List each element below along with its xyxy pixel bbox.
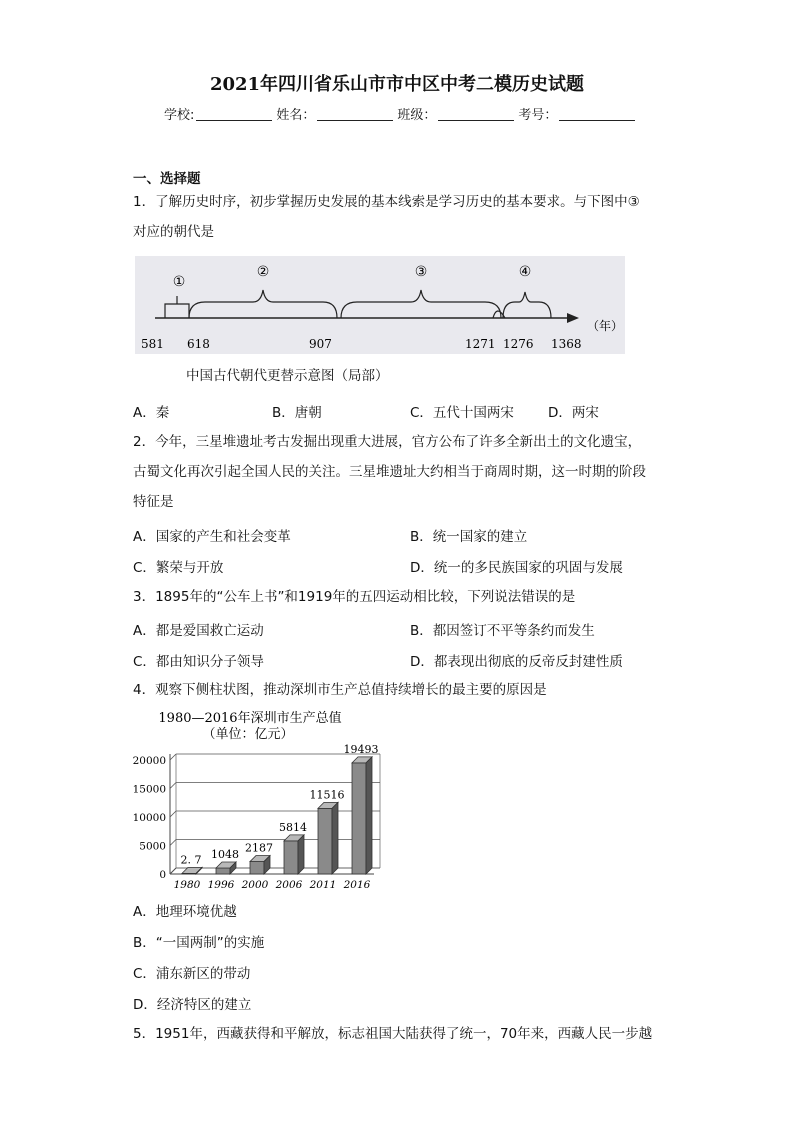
x-tick-label: 1996 [207,879,235,891]
timeline-year-1271: 1271 [465,337,496,351]
timeline-unit: （年） [587,319,624,333]
chart-bar [216,868,230,874]
y-tick-label: 15000 [132,783,166,796]
q2-line3: 特征是 [133,494,174,510]
x-tick-label: 2011 [309,879,337,891]
timeline-marker-2: ② [256,264,270,280]
gdp-chart-svg [130,706,390,892]
chart-data-label: 1048 [211,848,239,862]
student-info-row [164,104,639,123]
timeline-marker-4: ④ [518,264,532,280]
q1-option-a[interactable]: A．秦 [133,405,170,421]
chart-data-label: 2. 7 [180,853,202,867]
y-tick-label: 0 [159,869,166,881]
field-class-blank[interactable] [438,107,514,121]
y-gridline-diag [170,811,176,817]
timeline-marker-1: ① [172,274,186,290]
y-tick-label: 10000 [132,812,166,824]
timeline-year-907: 907 [309,337,332,351]
q3-option-c[interactable]: C．都由知识分子领导 [133,654,264,670]
chart-data-label: 5814 [279,820,307,834]
section-title: 一、选择题 [133,171,201,187]
brace-3 [341,290,501,318]
x-tick-label: 2006 [275,879,303,891]
chart-bar [318,808,332,874]
q2-line1: 2．今年，三星堆遗址考古发掘出现重大进展，官方公布了许多全新出土的文化遗宝， [133,434,642,450]
timeline-marker-3: ③ [414,264,428,280]
q1-option-c[interactable]: C．五代十国两宋 [410,405,514,421]
chart-data-label: 11516 [309,788,345,802]
q4-option-b[interactable]: B．“一国两制”的实施 [133,935,265,951]
x-tick-label: 2000 [241,879,269,891]
timeline-year-1276: 1276 [503,337,534,351]
q2-option-b[interactable]: B．统一国家的建立 [410,529,528,545]
q3-option-a[interactable]: A．都是爱国救亡运动 [133,623,264,639]
y-tick-label: 20000 [132,755,166,767]
x-tick-label: 2016 [343,879,371,891]
q4-line1: 4．观察下侧柱状图，推动深圳市生产总值持续增长的最主要的原因是 [133,682,547,698]
field-name-label: 姓名： [276,108,316,123]
q4-option-c[interactable]: C．浦东新区的带动 [133,966,251,982]
brace-1 [165,296,189,318]
field-school-label: 学校: [164,108,195,123]
q1-option-d[interactable]: D．两宋 [548,405,599,421]
q1-line2: 对应的朝代是 [133,224,214,240]
q2-option-c[interactable]: C．繁荣与开放 [133,560,224,576]
chart-title: 1980—2016年深圳市生产总值 [158,711,342,726]
chart-bar-side [298,835,304,874]
timeline-year-618: 618 [187,337,210,351]
x-tick-label: 1980 [173,879,201,891]
timeline-arrow [567,313,579,323]
gdp-bar-chart [130,706,390,892]
chart-bar [250,862,264,874]
timeline-year-1368: 1368 [551,337,582,351]
field-school-blank[interactable] [196,107,272,121]
q1-figure-caption: 中国古代朝代更替示意图（局部） [186,368,389,384]
field-name-blank[interactable] [317,107,393,121]
q2-option-d[interactable]: D．统一的多民族国家的巩固与发展 [410,560,623,576]
q2-option-a[interactable]: A．国家的产生和社会变革 [133,529,291,545]
chart-bar-side [332,802,338,874]
q1-option-b[interactable]: B．唐朝 [272,405,322,421]
chart-bar [352,763,366,874]
timeline-svg [135,256,625,354]
q3-option-b[interactable]: B．都因签订不平等条约而发生 [410,623,595,639]
brace-4 [503,292,551,318]
field-number-blank[interactable] [559,107,635,121]
y-gridline-diag [170,868,176,874]
field-number-label: 考号： [518,108,558,123]
q2-line2: 古蜀文化再次引起全国人民的关注。三星堆遗址大约相当于商周时期，这一时期的阶段 [133,464,646,480]
q4-option-a[interactable]: A．地理环境优越 [133,904,237,920]
dynasty-timeline-figure [135,256,625,354]
chart-data-label: 19493 [343,742,379,756]
chart-data-label: 2187 [245,841,273,855]
q3-line1: 3．1895年的“公车上书”和1919年的五四运动相比较，下列说法错误的是 [133,589,576,605]
field-class-label: 班级： [397,108,437,123]
brace-2 [189,290,337,318]
chart-bar [284,841,298,874]
y-gridline-diag [170,783,176,789]
y-tick-label: 5000 [139,840,166,853]
page-title: 2021年四川省乐山市市中区中考二模历史试题 [209,74,585,95]
q3-option-d[interactable]: D．都表现出彻底的反帝反封建性质 [410,654,623,670]
y-gridline-diag [170,840,176,846]
chart-bar-side [366,757,372,874]
q1-line1: 1．了解历史时序，初步掌握历史发展的基本线索是学习历史的基本要求。与下图中③ [133,194,640,210]
timeline-year-581: 581 [141,337,164,351]
y-gridline-diag [170,754,176,760]
chart-subtitle: （单位：亿元） [202,727,294,742]
q4-option-d[interactable]: D．经济特区的建立 [133,997,252,1013]
q5-line1: 5．1951年，西藏获得和平解放，标志祖国大陆获得了统一，70年来，西藏人民一步越 [133,1026,653,1042]
